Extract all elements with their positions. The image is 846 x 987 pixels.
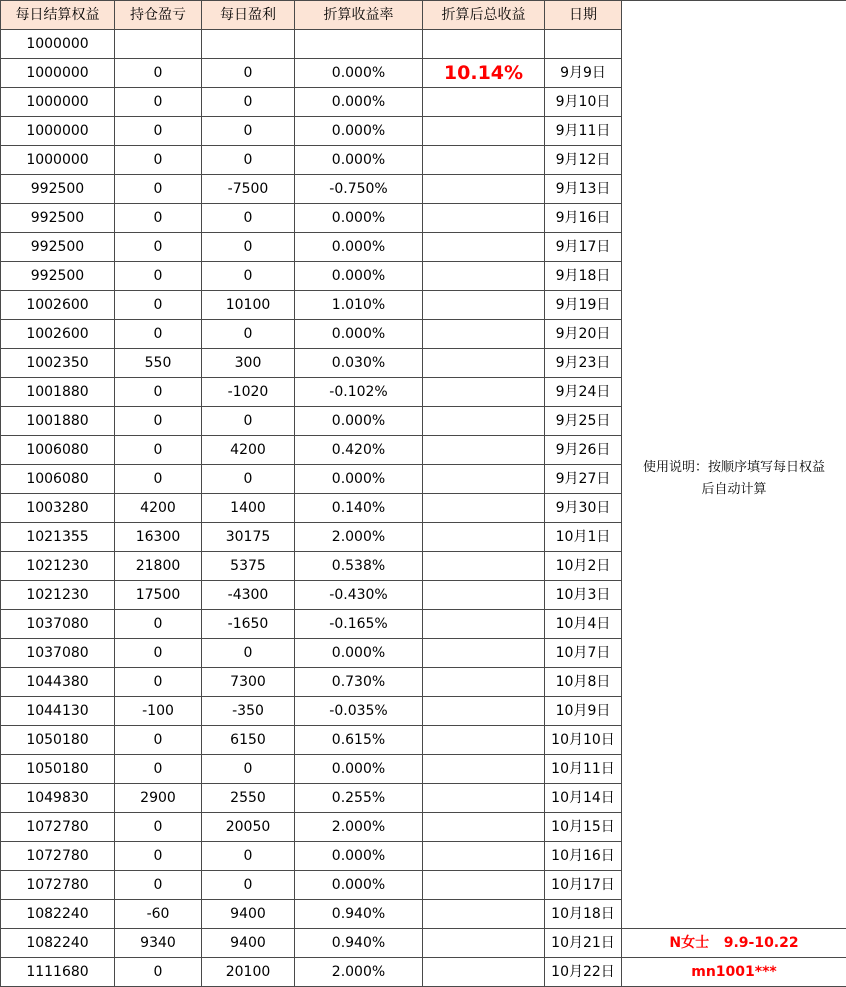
total-return-cell xyxy=(423,436,545,465)
position-pl-cell: 0 xyxy=(115,233,202,262)
daily-profit-cell: 0 xyxy=(202,262,295,291)
daily-profit-cell: 0 xyxy=(202,639,295,668)
position-pl-cell: 0 xyxy=(115,262,202,291)
rate-cell: 0.000% xyxy=(295,146,423,175)
position-pl-cell: 0 xyxy=(115,291,202,320)
date-cell: 9月20日 xyxy=(545,320,622,349)
date-cell: 10月14日 xyxy=(545,784,622,813)
rate-cell: 0.030% xyxy=(295,349,423,378)
date-cell: 10月2日 xyxy=(545,552,622,581)
total-return-cell xyxy=(423,175,545,204)
rate-cell: 0.140% xyxy=(295,494,423,523)
daily-profit-cell: 0 xyxy=(202,146,295,175)
total-return-cell xyxy=(423,929,545,958)
table-row xyxy=(1,929,846,958)
total-return-cell xyxy=(423,204,545,233)
total-return-cell xyxy=(423,900,545,929)
position-pl-cell: 0 xyxy=(115,146,202,175)
position-pl-cell: 16300 xyxy=(115,523,202,552)
date-cell: 10月9日 xyxy=(545,697,622,726)
equity-cell: 1037080 xyxy=(1,610,115,639)
equity-cell: 1037080 xyxy=(1,639,115,668)
rate-cell: 0.000% xyxy=(295,204,423,233)
position-pl-cell: 21800 xyxy=(115,552,202,581)
rate-cell: -0.102% xyxy=(295,378,423,407)
daily-profit-cell: -4300 xyxy=(202,581,295,610)
rate-cell: -0.165% xyxy=(295,610,423,639)
position-pl-cell: 0 xyxy=(115,378,202,407)
blank-corner xyxy=(622,1,846,30)
daily-profit-cell: 9400 xyxy=(202,929,295,958)
position-pl-cell: 0 xyxy=(115,320,202,349)
date-cell: 9月9日 xyxy=(545,59,622,88)
table-row xyxy=(1,958,846,987)
rate-cell: 0.000% xyxy=(295,88,423,117)
equity-cell: 1002600 xyxy=(1,291,115,320)
daily-profit-cell: 0 xyxy=(202,204,295,233)
position-pl-cell: 0 xyxy=(115,871,202,900)
daily-profit-cell: 20100 xyxy=(202,958,295,987)
header-equity: 每日结算权益 xyxy=(1,1,115,30)
position-pl-cell: 0 xyxy=(115,407,202,436)
rate-cell: 0.000% xyxy=(295,842,423,871)
equity-cell: 1000000 xyxy=(1,146,115,175)
equity-cell: 1021230 xyxy=(1,581,115,610)
position-pl-cell: 4200 xyxy=(115,494,202,523)
date-cell: 9月16日 xyxy=(545,204,622,233)
daily-profit-cell: 2550 xyxy=(202,784,295,813)
total-return-cell xyxy=(423,726,545,755)
position-pl-cell: 2900 xyxy=(115,784,202,813)
date-cell: 10月22日 xyxy=(545,958,622,987)
rate-cell: 0.730% xyxy=(295,668,423,697)
date-cell: 9月30日 xyxy=(545,494,622,523)
date-cell: 9月12日 xyxy=(545,146,622,175)
equity-cell: 1049830 xyxy=(1,784,115,813)
total-return-cell xyxy=(423,784,545,813)
account-label: mn1001*** xyxy=(622,958,846,987)
equity-cell: 1072780 xyxy=(1,813,115,842)
total-return-cell xyxy=(423,610,545,639)
daily-profit-cell: 0 xyxy=(202,407,295,436)
position-pl-cell: -60 xyxy=(115,900,202,929)
position-pl-cell: 0 xyxy=(115,842,202,871)
date-cell: 9月17日 xyxy=(545,233,622,262)
equity-cell: 1082240 xyxy=(1,900,115,929)
total-return-cell xyxy=(423,349,545,378)
total-return-cell xyxy=(423,871,545,900)
rate-cell: 0.000% xyxy=(295,407,423,436)
header-date: 日期 xyxy=(545,1,622,30)
rate-cell: 0.255% xyxy=(295,784,423,813)
equity-cell: 1000000 xyxy=(1,88,115,117)
rate-cell: 0.420% xyxy=(295,436,423,465)
date-cell: 9月18日 xyxy=(545,262,622,291)
daily-profit-cell: 0 xyxy=(202,320,295,349)
note-cell xyxy=(622,30,846,929)
position-pl-cell: 0 xyxy=(115,610,202,639)
equity-cell: 1003280 xyxy=(1,494,115,523)
date-cell: 9月19日 xyxy=(545,291,622,320)
daily-profit-cell: 0 xyxy=(202,88,295,117)
equity-cell: 1072780 xyxy=(1,871,115,900)
rate-cell: 0.000% xyxy=(295,871,423,900)
position-pl-cell: 0 xyxy=(115,668,202,697)
daily-profit-cell: -7500 xyxy=(202,175,295,204)
date-cell: 10月18日 xyxy=(545,900,622,929)
note-line1: 使用说明：按顺序填写每日权益 xyxy=(642,459,825,475)
owner-label: N女士 9.9-10.22 xyxy=(622,929,846,958)
position-pl-cell: 0 xyxy=(115,958,202,987)
rate-cell: 0.000% xyxy=(295,262,423,291)
header-position-pl: 持仓盈亏 xyxy=(115,1,202,30)
position-pl-cell: 0 xyxy=(115,117,202,146)
rate-cell: 0.000% xyxy=(295,755,423,784)
rate-cell: 0.615% xyxy=(295,726,423,755)
position-pl-cell: 0 xyxy=(115,436,202,465)
date-cell: 10月17日 xyxy=(545,871,622,900)
total-return-cell xyxy=(423,958,545,987)
equity-cell: 1050180 xyxy=(1,755,115,784)
header-daily-profit: 每日盈利 xyxy=(202,1,295,30)
note-line2: 后自动计算 xyxy=(701,481,767,497)
date-cell: 10月3日 xyxy=(545,581,622,610)
daily-profit-cell: 0 xyxy=(202,465,295,494)
date-cell: 9月23日 xyxy=(545,349,622,378)
total-return-cell xyxy=(423,581,545,610)
daily-profit-cell: 1400 xyxy=(202,494,295,523)
equity-cell: 1021355 xyxy=(1,523,115,552)
daily-profit-cell: 0 xyxy=(202,59,295,88)
daily-profit-cell: 4200 xyxy=(202,436,295,465)
equity-cell: 1001880 xyxy=(1,378,115,407)
rate-cell: 0.000% xyxy=(295,117,423,146)
initial-equity: 1000000 xyxy=(1,30,115,59)
header-row xyxy=(1,1,846,30)
equity-cell: 1006080 xyxy=(1,436,115,465)
total-return-cell xyxy=(423,320,545,349)
rate-cell: 1.010% xyxy=(295,291,423,320)
date-cell: 9月27日 xyxy=(545,465,622,494)
total-return-value: 10.14% xyxy=(423,59,545,88)
equity-cell: 992500 xyxy=(1,204,115,233)
rate-cell: 2.000% xyxy=(295,958,423,987)
daily-profit-cell: -1650 xyxy=(202,610,295,639)
date-cell: 9月13日 xyxy=(545,175,622,204)
position-pl-cell: 0 xyxy=(115,465,202,494)
equity-cell: 1044130 xyxy=(1,697,115,726)
rate-cell: -0.430% xyxy=(295,581,423,610)
date-cell: 9月26日 xyxy=(545,436,622,465)
total-return-cell xyxy=(423,88,545,117)
equity-cell: 1006080 xyxy=(1,465,115,494)
total-return-cell xyxy=(423,465,545,494)
equity-cell: 1002600 xyxy=(1,320,115,349)
position-pl-cell: 0 xyxy=(115,639,202,668)
total-return-cell xyxy=(423,697,545,726)
daily-profit-cell: 7300 xyxy=(202,668,295,697)
position-pl-cell: 0 xyxy=(115,813,202,842)
rate-cell: 0.000% xyxy=(295,233,423,262)
position-pl-cell: 0 xyxy=(115,88,202,117)
daily-profit-cell: -1020 xyxy=(202,378,295,407)
equity-cell: 1072780 xyxy=(1,842,115,871)
position-pl-cell: 0 xyxy=(115,59,202,88)
total-return-cell xyxy=(423,407,545,436)
total-return-cell xyxy=(423,378,545,407)
equity-cell: 1050180 xyxy=(1,726,115,755)
equity-cell: 992500 xyxy=(1,233,115,262)
rate-cell: 0.538% xyxy=(295,552,423,581)
total-return-cell xyxy=(423,523,545,552)
daily-profit-cell: 9400 xyxy=(202,900,295,929)
date-cell: 10月15日 xyxy=(545,813,622,842)
date-cell: 9月10日 xyxy=(545,88,622,117)
daily-profit-cell: 0 xyxy=(202,755,295,784)
equity-cell: 1111680 xyxy=(1,958,115,987)
header-total-return: 折算后总收益 xyxy=(423,1,545,30)
date-cell: 10月11日 xyxy=(545,755,622,784)
equity-cell: 1000000 xyxy=(1,59,115,88)
daily-profit-cell: 20050 xyxy=(202,813,295,842)
rate-cell: 0.000% xyxy=(295,59,423,88)
total-return-cell xyxy=(423,552,545,581)
rate-cell: 0.000% xyxy=(295,465,423,494)
total-return-cell xyxy=(423,813,545,842)
daily-profit-cell: 0 xyxy=(202,842,295,871)
daily-profit-cell: 10100 xyxy=(202,291,295,320)
daily-profit-cell: 0 xyxy=(202,117,295,146)
date-cell: 9月24日 xyxy=(545,378,622,407)
equity-cell: 992500 xyxy=(1,175,115,204)
date-cell: 10月1日 xyxy=(545,523,622,552)
date-cell: 10月10日 xyxy=(545,726,622,755)
position-pl-cell: -100 xyxy=(115,697,202,726)
total-return-cell xyxy=(423,842,545,871)
position-pl-cell: 0 xyxy=(115,755,202,784)
daily-profit-cell: 6150 xyxy=(202,726,295,755)
rate-cell: -0.035% xyxy=(295,697,423,726)
total-return-cell xyxy=(423,755,545,784)
date-cell: 9月25日 xyxy=(545,407,622,436)
date-cell: 10月7日 xyxy=(545,639,622,668)
position-pl-cell: 0 xyxy=(115,204,202,233)
rate-cell: -0.750% xyxy=(295,175,423,204)
date-cell: 10月21日 xyxy=(545,929,622,958)
total-return-cell xyxy=(423,262,545,291)
daily-profit-cell: 5375 xyxy=(202,552,295,581)
total-return-cell xyxy=(423,494,545,523)
date-cell: 10月16日 xyxy=(545,842,622,871)
equity-cell: 1044380 xyxy=(1,668,115,697)
date-cell: 10月4日 xyxy=(545,610,622,639)
equity-cell: 1082240 xyxy=(1,929,115,958)
total-return-cell xyxy=(423,668,545,697)
daily-profit-cell: 30175 xyxy=(202,523,295,552)
total-return-cell xyxy=(423,146,545,175)
position-pl-cell: 550 xyxy=(115,349,202,378)
equity-cell: 1000000 xyxy=(1,117,115,146)
equity-cell: 1002350 xyxy=(1,349,115,378)
rate-cell: 0.940% xyxy=(295,929,423,958)
daily-profit-cell: 0 xyxy=(202,871,295,900)
total-return-cell xyxy=(423,233,545,262)
equity-cell: 1021230 xyxy=(1,552,115,581)
position-pl-cell: 17500 xyxy=(115,581,202,610)
rate-cell: 0.000% xyxy=(295,320,423,349)
position-pl-cell: 9340 xyxy=(115,929,202,958)
date-cell: 9月11日 xyxy=(545,117,622,146)
daily-profit-cell: 300 xyxy=(202,349,295,378)
rate-cell: 2.000% xyxy=(295,813,423,842)
position-pl-cell: 0 xyxy=(115,726,202,755)
total-return-cell xyxy=(423,639,545,668)
total-return-cell xyxy=(423,291,545,320)
equity-cell: 992500 xyxy=(1,262,115,291)
total-return-cell xyxy=(423,117,545,146)
date-cell: 10月8日 xyxy=(545,668,622,697)
initial-row xyxy=(1,30,846,59)
daily-profit-cell: -350 xyxy=(202,697,295,726)
position-pl-cell: 0 xyxy=(115,175,202,204)
rate-cell: 0.000% xyxy=(295,639,423,668)
rate-cell: 2.000% xyxy=(295,523,423,552)
rate-cell: 0.940% xyxy=(295,900,423,929)
equity-cell: 1001880 xyxy=(1,407,115,436)
header-rate: 折算收益率 xyxy=(295,1,423,30)
daily-profit-cell: 0 xyxy=(202,233,295,262)
